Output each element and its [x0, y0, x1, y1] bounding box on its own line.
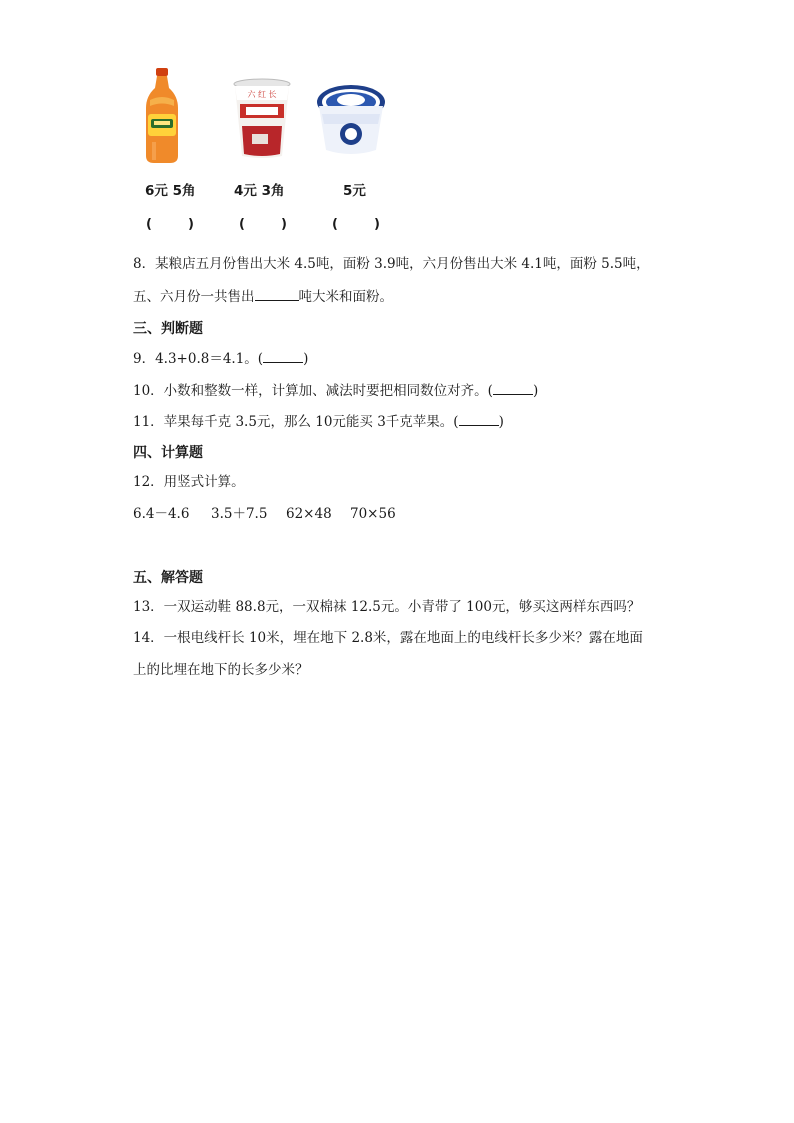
close-paren: ) — [303, 351, 309, 367]
question-9-text: 9．4.3+0.8＝4.1。( — [133, 351, 264, 367]
section-heading: 四、计算题 — [133, 445, 203, 461]
question-11-text: 11．苹果每千克 3.5元，那么 10元能买 3千克苹果。( — [133, 414, 459, 430]
price-label: 6元 5角 — [145, 183, 196, 199]
question-8-text: 五、六月份一共售出 — [133, 289, 255, 305]
question-9 — [133, 348, 308, 368]
price-label: 5元 — [343, 183, 366, 199]
calc-expression: 70×56 — [350, 506, 396, 522]
close-paren: ) — [498, 414, 504, 430]
section-heading: 三、判断题 — [133, 321, 203, 337]
section-heading: 五、解答题 — [133, 570, 203, 586]
yogurt-cup-icon — [316, 84, 386, 158]
answer-blank[interactable] — [493, 380, 533, 395]
answer-blank[interactable] — [255, 286, 299, 301]
question-10 — [133, 380, 538, 400]
question-14-line1: 14．一根电线杆长 10米，埋在地下 2.8米，露在地面上的电线杆长多少米？露在地面 — [133, 630, 643, 646]
question-12-prompt: 12．用竖式计算。 — [133, 474, 245, 490]
answer-blank[interactable] — [459, 411, 499, 426]
question-13: 13．一双运动鞋 88.8元，一双棉袜 12.5元。小青带了 100元，够买这两样东西吗？ — [133, 599, 641, 615]
svg-text:六 红 长: 六 红 长 — [247, 90, 277, 99]
question-11 — [133, 411, 504, 431]
answer-blank[interactable] — [263, 348, 303, 363]
question-10-text: 10．小数和整数一样，计算加、减法时要把相同数位对齐。( — [133, 383, 493, 399]
question-8-text-end: 吨大米和面粉。 — [298, 289, 393, 305]
price-label: 4元 3角 — [234, 183, 285, 199]
answer-parens: ( ) — [332, 217, 380, 232]
soda-bottle-icon — [142, 68, 182, 164]
calc-expression: 62×48 — [286, 506, 332, 522]
calc-expression: 6.4－4.6 — [133, 506, 190, 522]
calc-expression: 3.5＋7.5 — [211, 506, 268, 522]
question-8-line1: 8．某粮店五月份售出大米 4.5吨，面粉 3.9吨，六月份售出大米 4.1吨，面粉 5.5吨， — [133, 256, 650, 272]
answer-parens: ( ) — [239, 217, 287, 232]
milk-cup-icon — [232, 78, 292, 160]
answer-parens: ( ) — [146, 217, 194, 232]
question-8-line2 — [133, 286, 393, 306]
question-14-line2: 上的比埋在地下的长多少米？ — [133, 662, 309, 678]
close-paren: ) — [532, 383, 539, 399]
